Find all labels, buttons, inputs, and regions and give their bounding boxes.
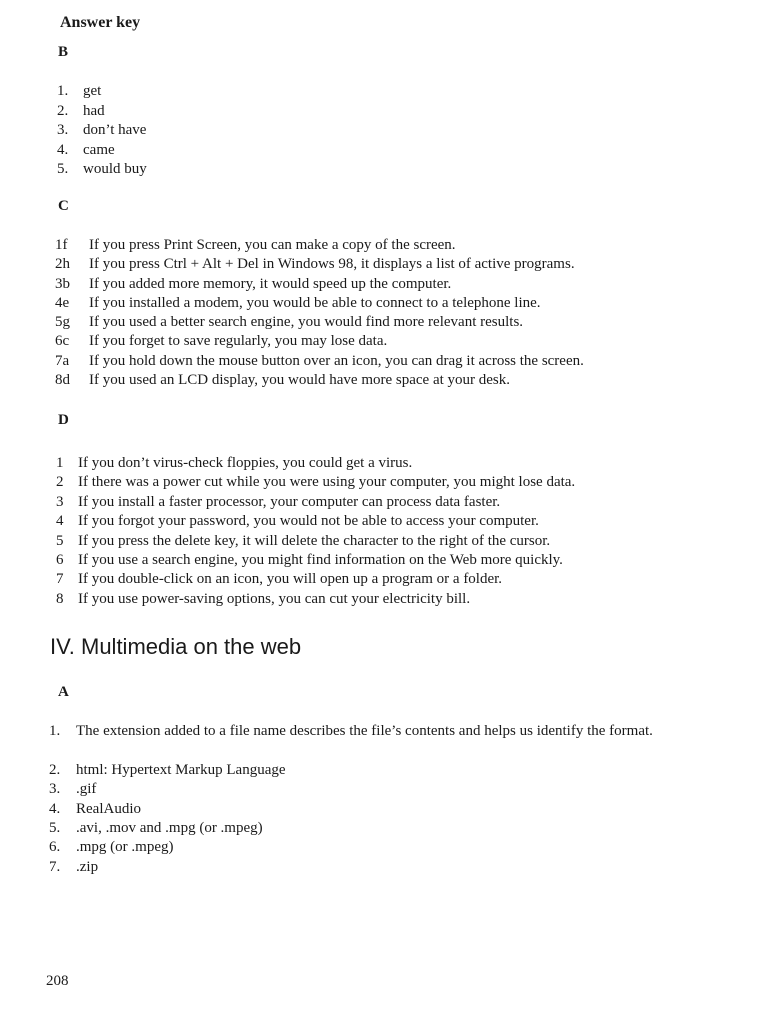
item-number: 5. — [57, 161, 69, 178]
item-text: RealAudio — [76, 800, 141, 817]
item-text: If you used a better search engine, you would find more relevant results. — [89, 314, 524, 331]
item-number: 7a — [55, 352, 70, 369]
section-a-heading: A — [58, 684, 69, 700]
item-text: If you forget to save regularly, you may lose data. — [89, 333, 388, 350]
item-text: would buy — [83, 161, 147, 178]
item-text: came — [83, 141, 115, 158]
item-text: If you press the delete key, it will delete the character to the right of the cursor. — [78, 532, 551, 549]
item-text: If you press Print Screen, you can make a copy of the screen. — [89, 237, 456, 253]
item-text: The extension added to a file name describes the file’s contents and helps us identify the format. — [76, 723, 653, 739]
item-number: 3. — [57, 122, 69, 139]
unit-heading: IV. Multimedia on the web — [50, 634, 302, 659]
item-number: 1. — [49, 723, 61, 739]
item-text: If you forgot your password, you would not be able to access your computer. — [78, 513, 539, 530]
item-text: html: Hypertext Markup Language — [76, 761, 286, 778]
item-number: 5. — [49, 819, 61, 836]
item-number: 6. — [49, 839, 61, 856]
item-number: 4. — [49, 800, 61, 817]
item-number: 4. — [57, 141, 69, 158]
item-number: 4 — [56, 513, 64, 530]
item-text: If you install a faster processor, your computer can process data faster. — [78, 493, 501, 510]
item-text: If you installed a modem, you would be able to connect to a telephone line. — [89, 294, 541, 311]
item-number: 4e — [55, 294, 70, 311]
item-text: .mpg (or .mpeg) — [76, 839, 174, 856]
item-number: 2. — [49, 761, 61, 778]
item-number: 1f — [55, 237, 68, 253]
item-number: 6 — [56, 551, 64, 568]
item-number: 7. — [49, 858, 61, 875]
item-number: 2h — [55, 256, 70, 273]
item-text: .gif — [76, 781, 97, 798]
item-text: If you used an LCD display, you would have more space at your desk. — [89, 372, 511, 389]
item-text: If there was a power cut while you were using your computer, you might lose data. — [78, 474, 576, 491]
item-number: 3b — [55, 275, 70, 292]
item-number: 8d — [55, 372, 70, 389]
page-number: 208 — [46, 973, 69, 989]
item-number: 3 — [56, 493, 64, 510]
item-text: If you press Ctrl + Alt + Del in Windows 98, it displays a list of active programs. — [89, 256, 575, 273]
item-text: had — [83, 102, 105, 119]
item-number: 3. — [49, 781, 61, 798]
item-text: get — [83, 83, 102, 99]
item-text: If you double-click on an icon, you will open up a program or a folder. — [78, 571, 503, 588]
item-number: 7 — [56, 571, 64, 588]
item-number: 6c — [55, 333, 70, 350]
item-text: If you added more memory, it would speed up the computer. — [89, 275, 452, 292]
item-number: 5 — [56, 532, 64, 549]
item-number: 1. — [57, 83, 69, 99]
item-text: .avi, .mov and .mpg (or .mpeg) — [76, 819, 263, 836]
item-text: If you use power-saving options, you can cut your electricity bill. — [78, 590, 471, 607]
item-number: 2. — [57, 102, 69, 119]
item-text: don’t have — [83, 122, 147, 139]
item-text: If you don’t virus-check floppies, you could get a virus. — [78, 455, 413, 471]
section-c-heading: C — [58, 198, 69, 214]
item-number: 2 — [56, 474, 64, 491]
item-text: If you use a search engine, you might find information on the Web more quickly. — [78, 551, 563, 568]
section-b-heading: B — [58, 44, 69, 60]
page-title: Answer key — [60, 14, 141, 31]
section-d-heading: D — [58, 412, 69, 428]
item-number: 5g — [55, 314, 70, 331]
item-text: If you hold down the mouse button over an icon, you can drag it across the screen. — [89, 352, 584, 369]
item-text: .zip — [76, 858, 99, 875]
item-number: 1 — [56, 455, 64, 471]
item-number: 8 — [56, 590, 64, 607]
